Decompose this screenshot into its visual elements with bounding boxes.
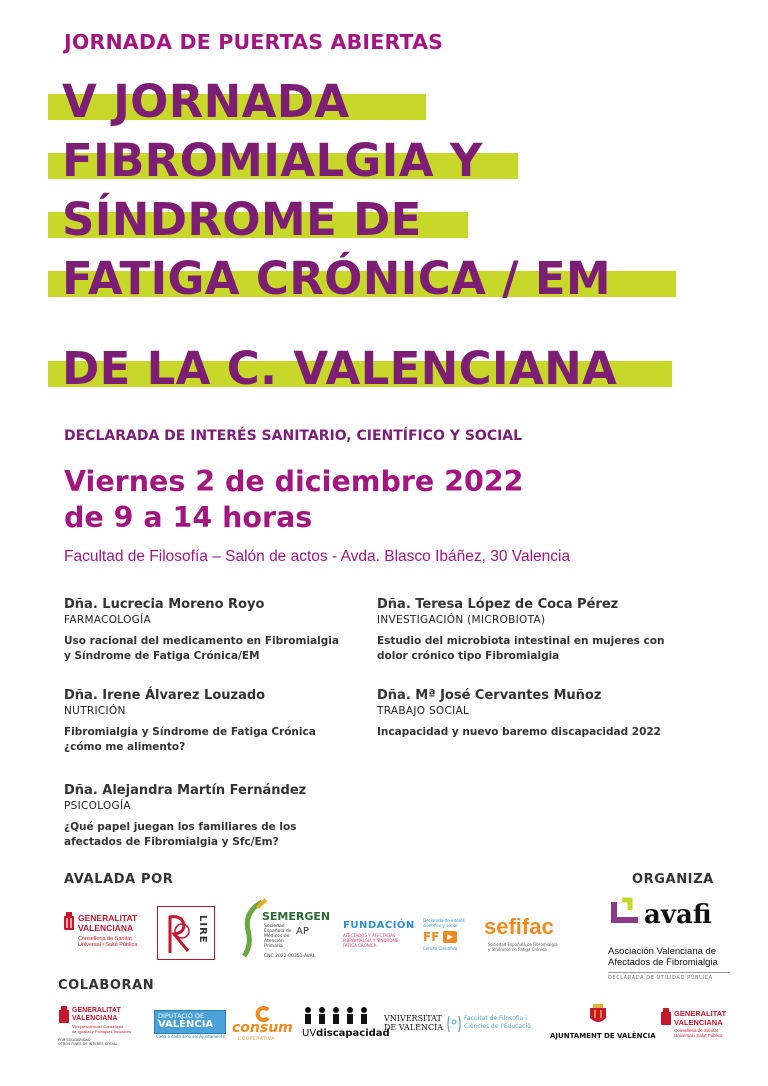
generalitat-valenciana-logo — [62, 910, 146, 955]
speaker-block — [377, 596, 677, 664]
event-venue: Facultad de Filosofía – Salón de actos - Avda. Blasco Ibáñez, 30 Valencia — [64, 548, 571, 565]
speaker-name: Dña. Teresa López de Coca Pérez — [377, 597, 619, 612]
facultat-filosofia-logo: Facultat de Filosofia i Ciències de l'Educació — [446, 1012, 544, 1040]
avafi-line: Asociación Valenciana de — [608, 946, 717, 957]
speaker-block — [377, 687, 677, 740]
play-icon — [443, 931, 457, 943]
gv-small-line: Universal i Salut Pública — [78, 942, 138, 948]
avafi-mark-icon — [608, 896, 648, 930]
gv-crest-icon — [58, 1006, 70, 1024]
speaker-area: TRABAJO SOCIAL — [377, 705, 470, 717]
kicker-text: JORNADA DE PUERTAS ABIERTAS — [64, 30, 444, 54]
fundacion-fibromialgia-logo: FUNDACIÓN AFECTADOS Y AFECTADAS FIBROMIALGIA Y SÍNDROME FATIGA CRÓNICA Declarada de interés científico y social FF Comité Científico — [343, 918, 465, 951]
people-icon — [300, 1006, 374, 1026]
consum-name: consum — [232, 1020, 293, 1036]
event-date — [64, 464, 524, 536]
title-text: DE LA C. VALENCIANA — [62, 342, 618, 395]
speaker-name: Dña. Irene Álvarez Louzado — [64, 688, 266, 703]
semergen-code: CNC 2022-00351-AVAL — [264, 954, 316, 959]
gv-small-line: Conselleria de Sanitat — [78, 936, 132, 942]
declared-interest: DECLARADA DE INTERÉS SANITARIO, CIENTÍFICO Y SOCIAL — [64, 428, 523, 444]
ajuntament-text: AJUNTAMENT DE VALÈNCIA — [550, 1032, 656, 1040]
talk-title: Uso racional del medicamento en Fibromialgia y Síndrome de Fatiga Crónica/EM — [64, 635, 339, 662]
speaker-block — [64, 687, 364, 755]
sefifac-name: sefifac — [484, 914, 554, 939]
semergen-name: SEMERGEN — [262, 910, 331, 923]
colaboran-label: COLABORAN — [58, 978, 155, 993]
title-text: SÍNDROME DE — [62, 193, 422, 246]
diputacio-valencia-logo: DIPUTACIÓ DE VALÈNCIA Cada a cada amb els Ajuntaments — [156, 1012, 225, 1039]
title-text: FIBROMIALGIA Y — [62, 134, 483, 187]
gv-crest-icon — [660, 1008, 672, 1026]
talk-title: Estudio del microbiota intestinal en mujeres con dolor crónico tipo Fibromialgia — [377, 635, 665, 662]
head-profile-icon — [446, 1014, 462, 1034]
talk-title: ¿Qué papel juegan los familiares de los afectados de Fibromialgia y Sfc/Em? — [64, 821, 297, 848]
title-text: V JORNADA — [62, 75, 350, 128]
title-text: FATIGA CRÓNICA / EM — [62, 252, 611, 305]
speaker-block — [64, 782, 364, 850]
talk-title: Fibromialgia y Síndrome de Fatiga Crónica ¿cómo me alimento? — [64, 726, 316, 753]
speaker-name: Dña. Alejandra Martín Fernández — [64, 783, 307, 798]
avafi-logo — [606, 896, 732, 988]
avalada-label: AVALADA POR — [64, 872, 174, 887]
avafi-declared: DECLARADA DE UTILIDAD PÚBLICA — [608, 975, 713, 981]
ff-mark: FF — [423, 930, 440, 944]
speaker-name: Dña. Lucrecia Moreno Royo — [64, 597, 265, 612]
semergen-logo: SEMERGEN Sociedad Española de Médicos de Atención Primaria AP CNC 2022-00351-AVAL — [240, 898, 332, 964]
date-line: Viernes 2 de diciembre 2022 — [64, 465, 524, 498]
talk-title: Incapacidad y nuevo baremo discapacidad 2022 — [377, 726, 661, 738]
consum-logo: consum COOPERATIVA — [232, 1006, 296, 1044]
speaker-area: INVESTIGACIÓN (MICROBIOTA) — [377, 614, 546, 626]
lire-logo — [157, 906, 215, 960]
universitat-valencia-logo: VNIVERSITAT DE VALÈNCIA — [384, 1014, 444, 1032]
uv-prefix: UV — [302, 1028, 317, 1039]
fundacion-title: FUNDACIÓN — [343, 920, 415, 931]
organiza-label: ORGANIZA — [632, 872, 714, 887]
gv-line: VALENCIANA — [78, 923, 134, 933]
time-line: de 9 a 14 horas — [64, 501, 313, 534]
avafi-line: Afectados de Fibromialgia — [608, 957, 718, 968]
comite-text: Comité Científico — [423, 946, 458, 951]
gv-line: GENERALITAT — [78, 913, 138, 923]
gv-crest-icon — [62, 912, 76, 932]
city-crest-icon — [586, 1004, 610, 1028]
semergen-ap: AP — [296, 926, 309, 937]
speaker-area: NUTRICIÓN — [64, 705, 126, 717]
avafi-name: avafi — [644, 900, 712, 930]
ajuntament-valencia-logo — [550, 1004, 656, 1044]
speaker-name: Dña. Mª José Cervantes Muñoz — [377, 688, 602, 703]
lire-text: LIRE — [197, 915, 208, 944]
speaker-block — [64, 596, 364, 664]
speaker-area: FARMACOLOGÍA — [64, 614, 151, 626]
sefifac-logo: sefifac Sociedad Española de Fibromialgia y Síndrome de Fatiga Crónica — [484, 914, 558, 952]
generalitat-valenciana-sanitat-logo: GENERALITAT VALENCIANA Conselleria de Sanitat Universal i Salut Pública — [660, 1008, 744, 1044]
uv-discapacidad-text: discapacidad — [316, 1028, 390, 1039]
uv-discapacidad-logo — [300, 1006, 390, 1042]
speaker-area: PSICOLOGÍA — [64, 800, 131, 812]
generalitat-valenciana-igualdad-logo: GENERALITAT VALENCIANA Vicepresidència i Conselleria de Igualtat y Polítiques Inclusives POR SOLIDARIDAD OTROS FINES DE INTERÉS SOCIAL — [58, 1007, 132, 1046]
